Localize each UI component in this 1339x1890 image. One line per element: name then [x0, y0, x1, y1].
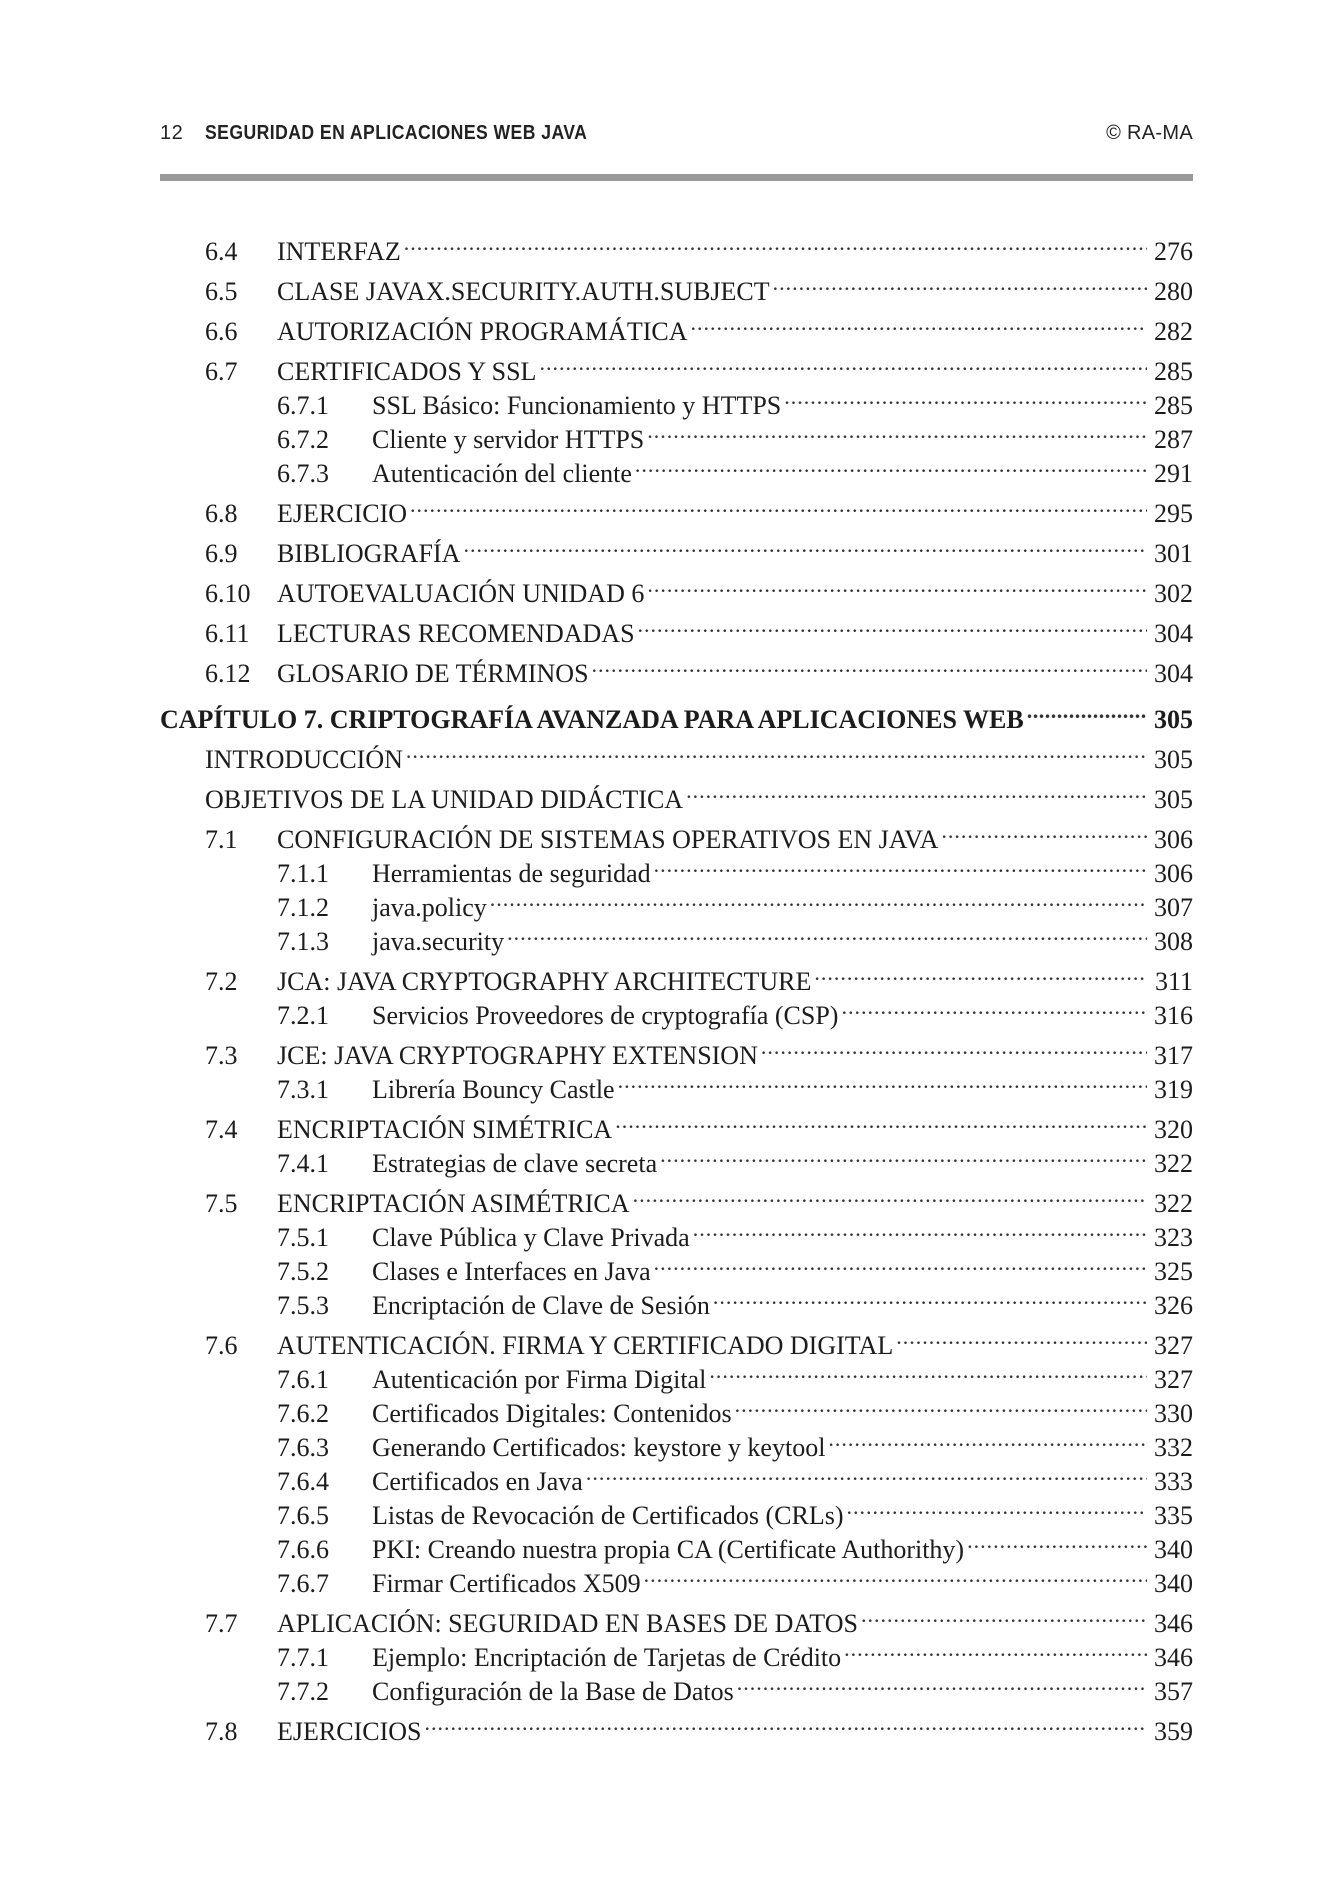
dot-leader	[404, 226, 1147, 260]
toc-entry-page: 327	[1154, 1331, 1193, 1360]
toc-entry-page: 311	[1154, 967, 1193, 996]
toc-entry-page: 340	[1154, 1535, 1193, 1564]
toc-entry	[160, 1320, 1193, 1360]
toc-entry-page: 291	[1154, 459, 1193, 488]
toc-entry-title: CERTIFICADOS Y SSL	[277, 357, 537, 386]
toc-entry-number: 6.6	[205, 317, 238, 346]
dot-leader	[828, 1422, 1147, 1456]
toc-entry-title: EJERCICIO	[277, 499, 407, 528]
toc-entry-number: 7.8	[205, 1717, 238, 1746]
toc-entry-title: CLASE JAVAX.SECURITY.AUTH.SUBJECT	[277, 277, 770, 306]
toc-entry-title: Firmar Certificados X509	[372, 1569, 641, 1598]
toc-entry-number: 6.11	[205, 619, 250, 648]
toc-entry-number: 7.2	[205, 967, 238, 996]
toc-entry-title: Certificados Digitales: Contenidos	[372, 1399, 732, 1428]
toc-entry	[160, 568, 1193, 608]
toc-entry-page: 285	[1154, 391, 1193, 420]
toc-entry-page: 327	[1154, 1365, 1193, 1394]
dot-leader	[861, 1598, 1147, 1632]
toc-entry-number: 6.8	[205, 499, 238, 528]
dot-leader	[615, 1104, 1147, 1138]
dot-leader	[844, 1632, 1147, 1666]
toc-entry-number: 7.6.5	[277, 1501, 329, 1530]
toc-entry-number: 6.9	[205, 539, 238, 568]
toc-entry-number: 6.10	[205, 579, 251, 608]
dot-leader	[539, 346, 1147, 380]
page-number: 12	[160, 121, 184, 144]
toc-entry-number: 7.1.2	[277, 893, 329, 922]
toc-entry-page: 335	[1154, 1501, 1193, 1530]
toc-entry-page: 316	[1154, 1001, 1193, 1030]
header-rule	[160, 174, 1193, 181]
toc-entry-page: 305	[1154, 785, 1193, 814]
toc-entry-page: 323	[1154, 1223, 1193, 1252]
toc-entry-page: 357	[1154, 1677, 1193, 1706]
toc-entry	[160, 306, 1193, 346]
toc-entry-title: INTERFAZ	[277, 237, 401, 266]
dot-leader	[647, 568, 1147, 602]
dot-leader	[784, 380, 1147, 414]
toc-entry-page: 332	[1154, 1433, 1193, 1462]
toc-entry-page: 302	[1154, 579, 1193, 608]
dot-leader	[686, 774, 1147, 808]
dot-leader	[592, 648, 1147, 682]
toc-entry-title: Listas de Revocación de Certificados (CRLs)	[372, 1501, 844, 1530]
toc-entry-page: 340	[1154, 1569, 1193, 1598]
toc-entry-number: 7.7.2	[277, 1677, 329, 1706]
dot-leader	[693, 1212, 1147, 1246]
toc-entry-title: JCE: JAVA CRYPTOGRAPHY EXTENSION	[277, 1041, 758, 1070]
toc-entry-number: 7.5	[205, 1189, 238, 1218]
toc-entry-page: 330	[1154, 1399, 1193, 1428]
toc-entry-title: Librería Bouncy Castle	[372, 1075, 615, 1104]
dot-leader	[654, 1246, 1147, 1280]
toc-entry-number: 7.3	[205, 1041, 238, 1070]
toc-entry-number: 7.7	[205, 1609, 238, 1638]
toc-entry-title: Configuración de la Base de Datos	[372, 1677, 734, 1706]
toc-entry	[160, 774, 1193, 814]
toc-entry-title: CAPÍTULO 7. CRIPTOGRAFÍA AVANZADA PARA APLICACIONES WEB	[160, 705, 1024, 734]
toc-entry-title: AUTENTICACIÓN. FIRMA Y CERTIFICADO DIGITAL	[277, 1331, 894, 1360]
toc-entry-page: 305	[1154, 745, 1193, 774]
dot-leader	[709, 1354, 1147, 1388]
toc-entry-number: 7.1.1	[277, 859, 329, 888]
dot-leader	[814, 956, 1147, 990]
toc-entry	[160, 648, 1193, 688]
toc-entry-page: 305	[1154, 705, 1193, 734]
toc-entry-number: 7.4	[205, 1115, 238, 1144]
toc-entry-page: 306	[1154, 859, 1193, 888]
dot-leader	[424, 1706, 1147, 1740]
toc-entry-page: 359	[1154, 1717, 1193, 1746]
toc-entry-number: 6.12	[205, 659, 251, 688]
toc-entry-title: Certificados en Java	[372, 1467, 583, 1496]
toc-entry-page: 346	[1154, 1609, 1193, 1638]
toc-entry-number: 7.2.1	[277, 1001, 329, 1030]
toc-entry	[160, 1706, 1193, 1746]
publisher-mark: © RA-MA	[1106, 121, 1193, 144]
toc-entry-title: JCA: JAVA CRYPTOGRAPHY ARCHITECTURE	[277, 967, 812, 996]
toc-entry-number: 7.7.1	[277, 1643, 329, 1672]
dot-leader	[635, 448, 1147, 482]
toc-entry-number: 7.6.6	[277, 1535, 329, 1564]
toc-entry	[160, 734, 1193, 774]
toc-entry	[160, 1030, 1193, 1070]
toc-entry	[160, 528, 1193, 568]
dot-leader	[846, 1490, 1147, 1524]
toc-entry	[160, 266, 1193, 306]
dot-leader	[735, 1388, 1147, 1422]
toc-entry-title: APLICACIÓN: SEGURIDAD EN BASES DE DATOS	[277, 1609, 858, 1638]
toc-entry-page: 325	[1154, 1257, 1193, 1286]
dot-leader	[638, 608, 1147, 642]
toc-entry-page: 307	[1154, 893, 1193, 922]
toc-entry-page: 319	[1154, 1075, 1193, 1104]
toc-entry	[160, 488, 1193, 528]
toc-entry-page: 322	[1154, 1189, 1193, 1218]
toc-entry-page: 287	[1154, 425, 1193, 454]
toc-entry-number: 6.7.2	[277, 425, 329, 454]
toc-entry-number: 7.5.1	[277, 1223, 329, 1252]
toc-entry-number: 7.6.3	[277, 1433, 329, 1462]
toc-entry-page: 326	[1154, 1291, 1193, 1320]
toc-entry-page: 304	[1154, 659, 1193, 688]
toc-entry-title: Servicios Proveedores de cryptografía (CSP)	[372, 1001, 839, 1030]
toc-entry-title: Clave Pública y Clave Privada	[372, 1223, 690, 1252]
dot-leader	[761, 1030, 1147, 1064]
toc-entry-title: LECTURAS RECOMENDADAS	[277, 619, 635, 648]
toc-entry-title: CONFIGURACIÓN DE SISTEMAS OPERATIVOS EN JAVA	[277, 825, 939, 854]
toc-entry-page: 308	[1154, 927, 1193, 956]
toc-entry-number: 7.6.2	[277, 1399, 329, 1428]
toc-entry-page: 346	[1154, 1643, 1193, 1672]
toc-entry-number: 6.5	[205, 277, 238, 306]
dot-leader	[773, 266, 1147, 300]
toc-entry-title: Autenticación por Firma Digital	[372, 1365, 707, 1394]
dot-leader	[490, 882, 1147, 916]
toc-entry-page: 322	[1154, 1149, 1193, 1178]
toc-entry-title: Herramientas de seguridad	[372, 859, 651, 888]
toc-entry-title: EJERCICIOS	[277, 1717, 422, 1746]
toc-entry-number: 7.5.2	[277, 1257, 329, 1286]
toc-entry	[160, 346, 1193, 386]
toc-entry-number: 7.1	[205, 825, 238, 854]
toc-entry-title: Cliente y servidor HTTPS	[372, 425, 645, 454]
toc-entry-page: 295	[1154, 499, 1193, 528]
dot-leader	[410, 488, 1147, 522]
dot-leader	[586, 1456, 1147, 1490]
toc-entry-page: 320	[1154, 1115, 1193, 1144]
dot-leader	[507, 916, 1147, 950]
toc-entry-title: Encriptación de Clave de Sesión	[372, 1291, 710, 1320]
toc-entry-title: ENCRIPTACIÓN ASIMÉTRICA	[277, 1189, 630, 1218]
toc-entry-number: 6.4	[205, 237, 238, 266]
toc-entry	[160, 1178, 1193, 1218]
toc-entry-number: 6.7	[205, 357, 238, 386]
dot-leader	[841, 990, 1147, 1024]
toc-entry-page: 306	[1154, 825, 1193, 854]
toc-entry-number: 7.3.1	[277, 1075, 329, 1104]
toc-entry-title: INTRODUCCIÓN	[205, 745, 403, 774]
dot-leader	[654, 848, 1147, 882]
dot-leader	[690, 306, 1147, 340]
toc-entry-title: java.policy	[372, 893, 487, 922]
toc-entry-number: 7.5.3	[277, 1291, 329, 1320]
toc-entry-page: 333	[1154, 1467, 1193, 1496]
toc-entry-title: PKI: Creando nuestra propia CA (Certificate Authorithy)	[372, 1535, 965, 1564]
toc-entry-page: 282	[1154, 317, 1193, 346]
toc-entry-number: 7.6	[205, 1331, 238, 1360]
toc-entry-number: 7.6.4	[277, 1467, 329, 1496]
toc-entry-number: 6.7.1	[277, 391, 329, 420]
toc-entry-number: 6.7.3	[277, 459, 329, 488]
toc-entry	[160, 956, 1193, 996]
toc-entry-title: GLOSARIO DE TÉRMINOS	[277, 659, 589, 688]
dot-leader	[618, 1064, 1147, 1098]
toc-entry-title: Generando Certificados: keystore y keytool	[372, 1433, 826, 1462]
toc-entry-page: 276	[1154, 237, 1193, 266]
dot-leader	[941, 814, 1147, 848]
running-header	[160, 116, 1193, 150]
toc-entry-title: SSL Básico: Funcionamiento y HTTPS	[372, 391, 782, 420]
toc-entry-number: 7.4.1	[277, 1149, 329, 1178]
toc-entry	[160, 1598, 1193, 1638]
toc-entry-number: 7.6.1	[277, 1365, 329, 1394]
toc-entry-title: java.security	[372, 927, 505, 956]
dot-leader	[1027, 694, 1147, 728]
dot-leader	[463, 528, 1147, 562]
toc-entry-title: AUTOEVALUACIÓN UNIDAD 6	[277, 579, 645, 608]
toc-entry-number: 7.6.7	[277, 1569, 329, 1598]
toc-entry-title: AUTORIZACIÓN PROGRAMÁTICA	[277, 317, 688, 346]
toc-entry-title: Estrategias de clave secreta	[372, 1149, 658, 1178]
toc-entry	[160, 226, 1193, 266]
dot-leader	[967, 1524, 1147, 1558]
toc-entry-title: Autenticación del cliente	[372, 459, 632, 488]
dot-leader	[633, 1178, 1147, 1212]
toc-entry-title: BIBLIOGRAFÍA	[277, 539, 461, 568]
dot-leader	[737, 1666, 1147, 1700]
dot-leader	[647, 414, 1147, 448]
toc-chapter-row	[160, 694, 1193, 734]
toc-entry-page: 301	[1154, 539, 1193, 568]
dot-leader	[660, 1138, 1147, 1172]
toc-entry-page: 285	[1154, 357, 1193, 386]
toc-entry	[160, 814, 1193, 854]
dot-leader	[406, 734, 1147, 768]
toc-entry-page: 280	[1154, 277, 1193, 306]
toc-entry-title: Ejemplo: Encriptación de Tarjetas de Crédito	[372, 1643, 842, 1672]
toc-entry-page: 304	[1154, 619, 1193, 648]
toc-entry-title: ENCRIPTACIÓN SIMÉTRICA	[277, 1115, 613, 1144]
dot-leader	[713, 1280, 1147, 1314]
toc-entry	[160, 1104, 1193, 1144]
toc-entry-number: 7.1.3	[277, 927, 329, 956]
table-of-contents	[160, 226, 1193, 1746]
toc-entry	[160, 608, 1193, 648]
dot-leader	[896, 1320, 1147, 1354]
toc-entry-page: 317	[1154, 1041, 1193, 1070]
book-title: SEGURIDAD EN APLICACIONES WEB JAVA	[205, 121, 588, 144]
toc-entry-title: Clases e Interfaces en Java	[372, 1257, 651, 1286]
dot-leader	[644, 1558, 1147, 1592]
toc-entry-title: OBJETIVOS DE LA UNIDAD DIDÁCTICA	[205, 785, 684, 814]
